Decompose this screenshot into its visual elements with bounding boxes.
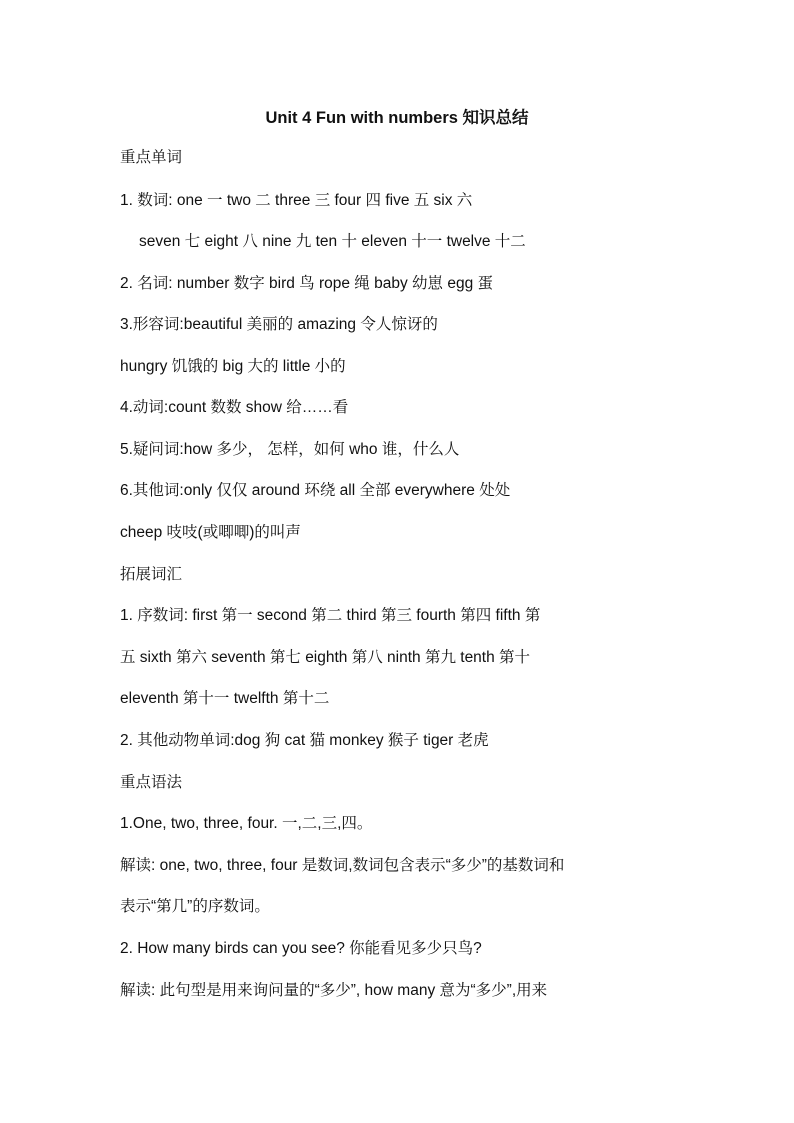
grammar-item-2: 2. How many birds can you see? 你能看见多少只鸟?: [120, 940, 482, 957]
page-title: Unit 4 Fun with numbers 知识总结: [265, 109, 529, 127]
grammar-item-1-explain-line-1: 解读: one, two, three, four 是数词,数词包含表示“多少”的基数词和: [120, 857, 565, 874]
ordinals-line-1: 1. 序数词: first 第一 second 第二 third 第三 fourth 第四 fifth 第: [120, 607, 541, 624]
other-words-line-1: 6.其他词:only 仅仅 around 环绕 all 全部 everywhere 处处: [120, 482, 511, 499]
adjectives-line-2: hungry 饥饿的 big 大的 little 小的: [120, 358, 346, 375]
question-words-line: 5.疑问词:how 多少， 怎样，如何 who 谁，什么人: [120, 441, 460, 458]
numerals-line-2: seven 七 eight 八 nine 九 ten 十 eleven 十一 twelve 十二: [139, 233, 526, 250]
grammar-item-2-explain-line-1: 解读: 此句型是用来询问量的“多少”, how many 意为“多少”,用来: [120, 982, 548, 999]
grammar-item-1-explain-line-2: 表示“第几”的序数词。: [120, 898, 270, 915]
numerals-line-1: 1. 数词: one 一 two 二 three 三 four 四 five 五 six 六: [120, 192, 473, 209]
grammar-item-1: 1.One, two, three, four. 一,二,三,四。: [120, 815, 373, 832]
ordinals-line-3: eleventh 第十一 twelfth 第十二: [120, 690, 330, 707]
section-heading-key-grammar: 重点语法: [120, 774, 183, 791]
other-words-line-2: cheep 吱吱(或唧唧)的叫声: [120, 524, 301, 541]
nouns-line: 2. 名词: number 数字 bird 鸟 rope 绳 baby 幼崽 egg 蛋: [120, 275, 493, 292]
section-heading-extended-words: 拓展词汇: [120, 566, 183, 583]
section-heading-key-words: 重点单词: [120, 149, 183, 166]
verbs-line: 4.动词:count 数数 show 给……看: [120, 399, 349, 416]
ordinals-line-2: 五 sixth 第六 seventh 第七 eighth 第八 ninth 第九 tenth 第十: [120, 649, 531, 666]
adjectives-line-1: 3.形容词:beautiful 美丽的 amazing 令人惊讶的: [120, 316, 438, 333]
animals-line: 2. 其他动物单词:dog 狗 cat 猫 monkey 猴子 tiger 老虎: [120, 732, 489, 749]
